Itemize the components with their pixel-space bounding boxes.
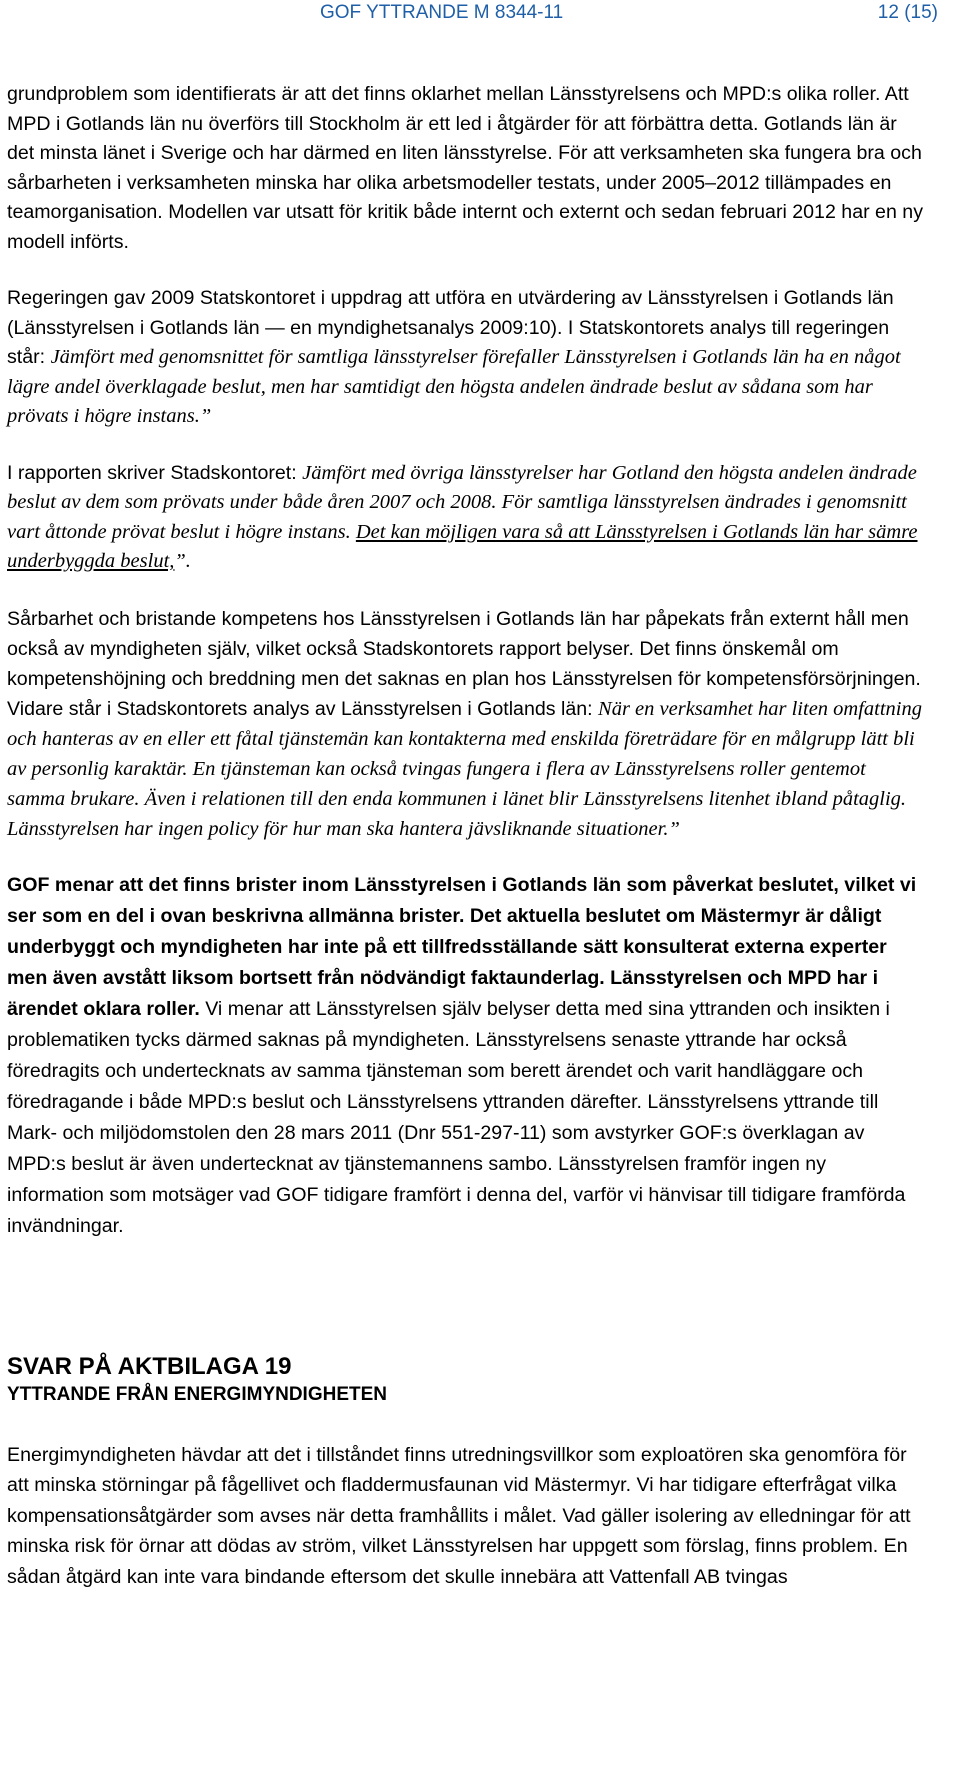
paragraph-statskontoret-analysis xyxy=(7,284,927,432)
paragraph-gof-position xyxy=(7,870,927,1242)
section-subtitle: YTTRANDE FRÅN ENERGIMYNDIGHETEN xyxy=(7,1383,388,1405)
paragraph-stadskontoret-report xyxy=(7,459,927,577)
paragraph-vulnerability xyxy=(7,604,927,844)
document-body xyxy=(7,80,927,1619)
paragraph-text: Vi menar att Länsstyrelsen själv belyser detta med sina yttranden och insikten i problematiken tycks därmed saknas på myndigheten. Länsstyrelsens senaste yttrande har också föredragits och undertecknats av samma tjänsteman som berett ärendet och varit handläggare och föredragande i både MPD:s beslut och Länsstyrelsens yttranden därefter. Länsstyrelsens yttrande till Mark- och miljödomstolen den 28 mars 2011 (Dnr 551-297-11) som avstyrker GOF:s överklagan av MPD:s beslut är även undertecknat av tjänstemannens sambo. Länsstyrelsen framför ingen ny information som motsäger vad GOF tidigare framfört i denna del, varför vi hänvisar till tidigare framförda invändningar. xyxy=(7,997,906,1237)
quote-text: När en verksamhet har liten omfattning och hanteras av en eller ett fåtal tjänstemän kan kontakterna med enskilda företrädare för en målgrupp lätt bli av personlig karaktär. En tjänsteman kan också tvingas fungera i flera av Länsstyrelsens roller gentemot samma brukare. Även i relationen till den enda kommunen i länet blir Länsstyrelsens litenhet ibland påtaglig. Länsstyrelsen har ingen policy för hur man ska hantera jävsliknande situationer.” xyxy=(7,697,923,840)
page-header xyxy=(0,2,938,30)
section-title: SVAR PÅ AKTBILAGA 19 xyxy=(7,1352,292,1380)
paragraph-energimyndigheten xyxy=(7,1440,927,1593)
paragraph-text: Regeringen gav 2009 Statskontoret i uppdrag att utföra en utvärdering av Länsstyrelsen i Gotlands län (Länsstyrelsen i Gotlands län — en myndighetsanalys 2009:10). I Statskontorets analys till regeringen står: xyxy=(7,287,894,368)
quote-text: Jämfört med övriga länsstyrelser har Gotland den högsta andelen ändrade beslut av dem som prövats under både åren 2007 och 2008. För samtliga länsstyrelsen ändrades i genomsnitt vart åttonde prövat beslut i högre instans. xyxy=(7,461,917,543)
document-id: GOF YTTRANDE M 8344-11 xyxy=(320,2,564,23)
quote-text: Jämfört med genomsnittet för samtliga länsstyrelser förefaller Länsstyrelsen i Gotlands län ha en något lägre andel överklagade beslut, men har samtidigt den högsta andelen ändrade beslut av sådana som har prövats i högre instans.” xyxy=(7,346,901,427)
bold-statement: GOF menar att det finns brister inom Länsstyrelsen i Gotlands län som påverkat beslutet, vilket vi ser som en del i ovan beskrivna allmänna brister. Det aktuella beslutet om Mästermyr är dåligt underbyggt och myndigheten har inte på ett tillfredsställande sätt konsulterat externa experter men även avstått liksom bortsett från nödvändigt faktaunderlag. Länsstyrelsen och MPD har i ärendet oklara roller. xyxy=(7,873,917,1020)
paragraph-text: I rapporten skriver Stadskontoret: xyxy=(7,461,303,484)
paragraph-text: Energimyndigheten hävdar att det i tillståndet finns utredningsvillkor som exploatören ska genomföra för att minska störningar på fågellivet och fladdermusfaunan vid Mästermyr. Vi har tidigare efterfrågat vilka kompensationsåtgärder som avses när detta framhållits i målet. Vad gäller isolering av elledningar för att minska risk för örnar att dödas av ström, vilket Länsstyrelsen har uppgett som förslag, finns problem. En sådan åtgärd kan inte vara bindande eftersom det skulle innebära att Vattenfall AB tvingas xyxy=(7,1443,911,1588)
page-number: 12 (15) xyxy=(877,2,938,23)
paragraph-text: grundproblem som identifierats är att det finns oklarhet mellan Länsstyrelsens och MPD:s olika roller. Att MPD i Gotlands län nu överförs till Stockholm är ett led i åtgärder för att förbättra detta. Gotlands län är det minsta länet i Sverige och har därmed en liten länsstyrelse. För att verksamheten ska fungera bra och sårbarheten i verksamheten minska har olika arbetsmodeller testats, under 2005–2012 tillämpades en teamorganisation. Modellen var utsatt för kritik både internt och externt och sedan februari 2012 har en ny modell införts. xyxy=(7,83,923,253)
paragraph-role-confusion xyxy=(7,80,927,257)
paragraph-text: Sårbarhet och bristande kompetens hos Länsstyrelsen i Gotlands län har påpekats från externt håll men också av myndigheten själv, vilket också Stadskontorets rapport belyser. Det finns önskemål om kompetenshöjning och breddning men det saknas en plan hos Länsstyrelsen för kompetensförsörjningen. Vidare står i Stadskontorets analys av Länsstyrelsen i Gotlands län: xyxy=(7,607,921,720)
quote-underlined-text: Det kan möjligen vara så att Länsstyrelsen i Gotlands län har sämre underbyggda beslut, xyxy=(7,520,918,572)
quote-end: ”. xyxy=(174,550,191,572)
